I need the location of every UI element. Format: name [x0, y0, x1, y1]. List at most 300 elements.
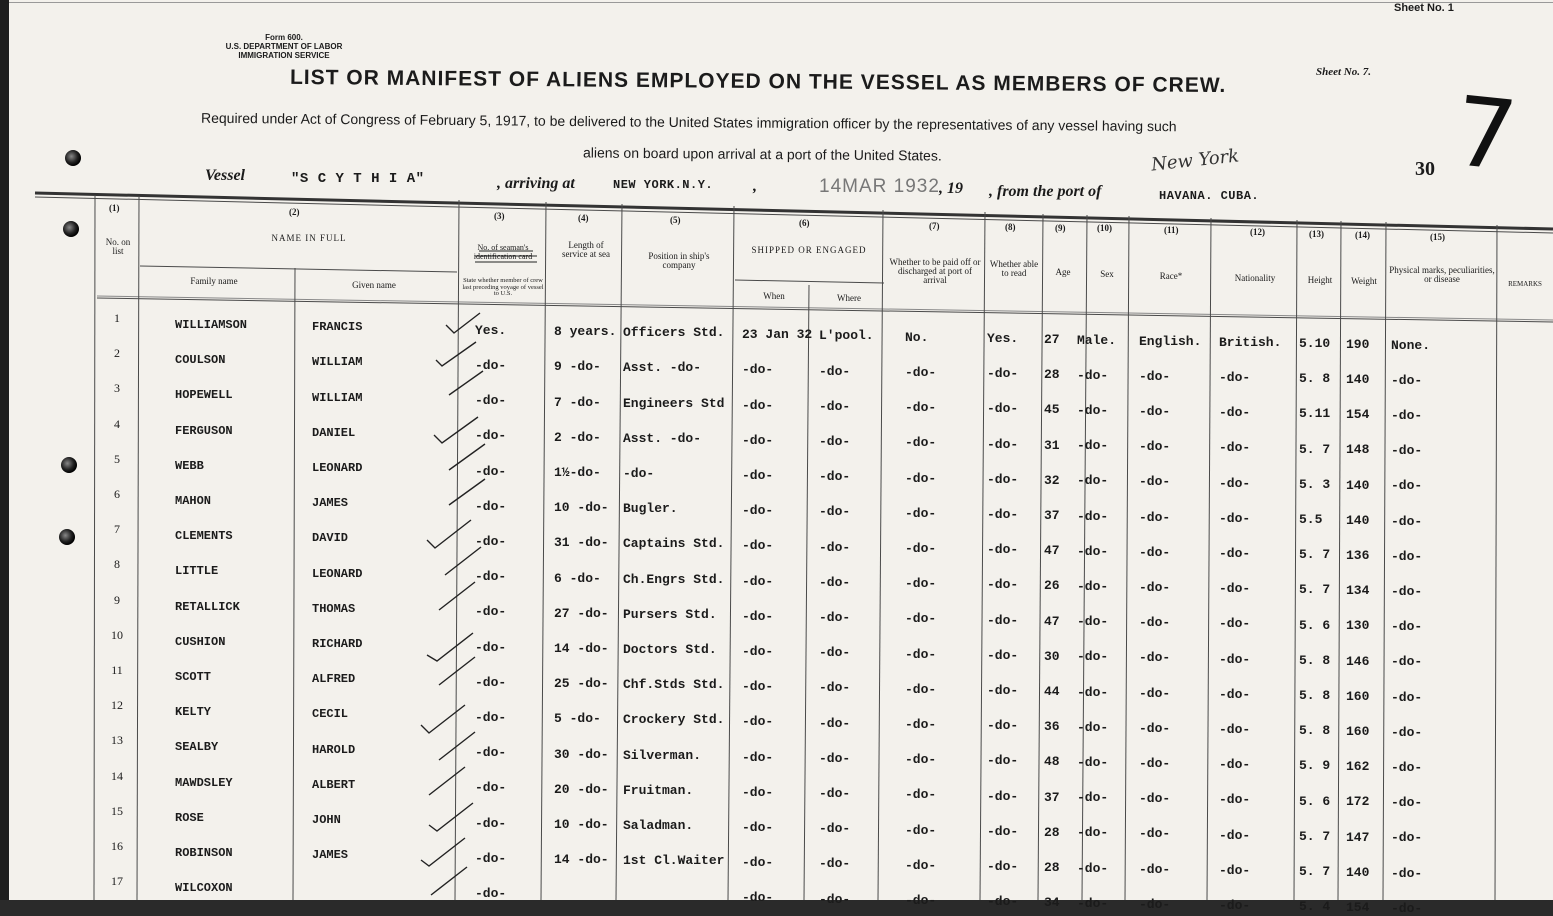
header-when: When: [763, 291, 785, 301]
given-name-cell: FRANCIS: [312, 320, 363, 335]
height-cell: 5. 7: [1299, 441, 1331, 457]
position-cell: Ch.Engrs Std.: [623, 571, 725, 587]
able-to-read-cell: -do-: [987, 823, 1019, 839]
shipped-when-cell: -do-: [742, 890, 774, 906]
shipped-where-cell: -do-: [819, 574, 851, 590]
able-to-read-cell: -do-: [987, 859, 1019, 875]
family-name-cell: LITTLE: [175, 564, 219, 579]
row-number: 6: [114, 487, 120, 501]
age-cell: 37: [1044, 789, 1060, 805]
header-position: Position in ship's company: [648, 251, 710, 270]
from-port: HAVANA. CUBA.: [1159, 189, 1260, 203]
position-cell: Silverman.: [623, 747, 702, 763]
previous-voyage-cell: -do-: [475, 674, 507, 690]
sex-cell: -do-: [1077, 825, 1109, 841]
physical-marks-cell: -do-: [1391, 478, 1423, 494]
family-name-cell: HOPEWELL: [175, 388, 233, 403]
given-name-cell: ALBERT: [312, 777, 356, 792]
shipped-where-cell: -do-: [819, 504, 851, 520]
position-cell: Asst. -do-: [623, 360, 702, 376]
paid-off-cell: -do-: [905, 716, 937, 732]
height-cell: 5. 7: [1299, 582, 1331, 598]
nationality-cell: -do-: [1219, 405, 1251, 421]
sex-cell: -do-: [1077, 367, 1109, 383]
family-name-cell: WEBB: [175, 458, 204, 473]
able-to-read-cell: -do-: [987, 647, 1019, 663]
race-cell: -do-: [1139, 650, 1171, 666]
able-to-read-cell: -do-: [987, 612, 1019, 628]
sex-cell: -do-: [1077, 614, 1109, 630]
handwritten-note: New York: [1150, 145, 1241, 176]
race-cell: English.: [1139, 333, 1202, 349]
service-length-cell: 20 -do-: [554, 781, 609, 797]
col-number-2: (2): [289, 207, 300, 217]
family-name-cell: RETALLICK: [175, 599, 240, 614]
family-name-cell: MAWDSLEY: [175, 775, 233, 790]
shipped-when-cell: -do-: [742, 467, 774, 483]
sex-cell: -do-: [1077, 860, 1109, 876]
col-number-12: (12): [1250, 227, 1265, 237]
shipped-when-cell: -do-: [742, 749, 774, 765]
position-cell: Pursers Std.: [623, 606, 717, 622]
paid-off-cell: -do-: [905, 752, 937, 768]
position-cell: Captains Std.: [623, 536, 725, 552]
position-cell: -do-: [623, 466, 655, 482]
col-number-11: (11): [1164, 225, 1179, 235]
able-to-read-cell: -do-: [987, 542, 1019, 558]
physical-marks-cell: -do-: [1391, 724, 1423, 740]
given-name-cell: LEONARD: [312, 461, 363, 476]
shipped-where-cell: -do-: [819, 469, 851, 485]
weight-cell: 162: [1346, 759, 1370, 775]
header-age: Age: [1055, 267, 1071, 277]
shipped-where-cell: -do-: [819, 609, 851, 625]
nationality-cell: -do-: [1219, 510, 1251, 526]
height-cell: 5. 7: [1299, 828, 1331, 844]
sex-cell: Male.: [1077, 332, 1117, 348]
service-length-cell: 6 -do-: [554, 570, 601, 586]
able-to-read-cell: -do-: [987, 894, 1019, 910]
service-length-cell: 14 -do-: [554, 852, 609, 868]
service-length-cell: 2 -do-: [554, 429, 601, 445]
service-length-cell: 31 -do-: [554, 535, 609, 551]
weight-cell: 134: [1346, 583, 1370, 599]
race-cell: -do-: [1139, 474, 1171, 490]
shipped-when-cell: -do-: [742, 538, 774, 554]
family-name-cell: ROSE: [175, 810, 204, 825]
previous-voyage-cell: Yes.: [475, 322, 507, 338]
header-nationality: Nationality: [1234, 273, 1276, 283]
given-name-cell: WILLIAM: [312, 355, 363, 370]
family-name-cell: KELTY: [175, 705, 212, 720]
weight-cell: 154: [1346, 900, 1370, 916]
row-number: 17: [111, 874, 123, 889]
position-cell: Officers Std.: [623, 325, 725, 341]
previous-voyage-cell: -do-: [475, 850, 507, 866]
physical-marks-cell: -do-: [1391, 407, 1423, 423]
family-name-cell: MAHON: [175, 494, 212, 509]
sex-cell: -do-: [1077, 473, 1109, 489]
service-length-cell: 14 -do-: [554, 640, 609, 656]
age-cell: 45: [1044, 402, 1060, 418]
paid-off-cell: -do-: [905, 787, 937, 803]
race-cell: -do-: [1139, 755, 1171, 771]
nationality-cell: -do-: [1219, 475, 1251, 491]
sex-cell: -do-: [1077, 402, 1109, 418]
age-cell: 30: [1044, 648, 1060, 664]
header-race: Race*: [1159, 271, 1183, 281]
col-number-7: (7): [929, 221, 940, 231]
previous-voyage-cell: -do-: [475, 604, 507, 620]
nationality-cell: -do-: [1219, 686, 1251, 702]
position-cell: Engineers Std: [623, 395, 725, 411]
service-length-cell: 27 -do-: [554, 605, 609, 621]
given-name-cell: RICHARD: [312, 637, 363, 652]
header-physical-marks: Physical marks, peculiarities, or disease: [1389, 265, 1495, 284]
physical-marks-cell: -do-: [1391, 513, 1423, 529]
age-cell: 28: [1044, 859, 1060, 875]
header-able-to-read: Whether able to read: [989, 259, 1039, 278]
shipped-when-cell: -do-: [742, 397, 774, 413]
year-suffix: , 19: [939, 180, 963, 197]
header-height: Height: [1307, 275, 1333, 285]
able-to-read-cell: -do-: [987, 683, 1019, 699]
service-length-cell: 5 -do-: [554, 711, 601, 727]
previous-voyage-cell: -do-: [475, 569, 507, 585]
physical-marks-cell: -do-: [1391, 583, 1423, 599]
position-cell: Saladman.: [623, 818, 694, 834]
weight-cell: 140: [1346, 372, 1370, 388]
nationality-cell: -do-: [1219, 651, 1251, 667]
weight-cell: 190: [1346, 336, 1370, 352]
col-number-8: (8): [1005, 222, 1016, 232]
family-name-cell: CLEMENTS: [175, 529, 233, 544]
able-to-read-cell: -do-: [987, 507, 1019, 523]
nationality-cell: -do-: [1219, 440, 1251, 456]
paid-off-cell: -do-: [905, 611, 937, 627]
form-number: Form 600.: [265, 33, 303, 42]
sex-cell: -do-: [1077, 754, 1109, 770]
sex-cell: -do-: [1077, 578, 1109, 594]
header-no-on-list: No. on list: [105, 237, 131, 256]
manifest-title: LIST OR MANIFEST OF ALIENS EMPLOYED ON THE VESSEL AS MEMBERS OF CREW.: [289, 65, 1227, 98]
previous-voyage-cell: -do-: [475, 498, 507, 514]
header-where: Where: [837, 293, 861, 303]
weight-cell: 160: [1346, 688, 1370, 704]
from-port-label: , from the port of: [989, 183, 1102, 200]
weight-cell: 160: [1346, 724, 1370, 740]
header-weight: Weight: [1351, 276, 1377, 286]
shipped-where-cell: -do-: [819, 539, 851, 555]
col-number-4: (4): [578, 213, 589, 223]
height-cell: 5. 4: [1299, 899, 1331, 915]
shipped-when-cell: -do-: [742, 643, 774, 659]
row-number: 13: [111, 733, 123, 748]
header-paid-off: Whether to be paid off or discharged at port of arrival: [889, 257, 981, 285]
height-cell: 5. 8: [1299, 371, 1331, 387]
physical-marks-cell: -do-: [1391, 830, 1423, 846]
physical-marks-cell: -do-: [1391, 900, 1423, 916]
previous-voyage-cell: -do-: [475, 393, 507, 409]
weight-cell: 146: [1346, 653, 1370, 669]
age-cell: 26: [1044, 578, 1060, 594]
position-cell: Crockery Std.: [623, 712, 725, 728]
able-to-read-cell: Yes.: [987, 331, 1019, 347]
height-cell: 5. 6: [1299, 617, 1331, 633]
race-cell: -do-: [1139, 439, 1171, 455]
vessel-name: "S C Y T H I A": [291, 171, 425, 187]
row-number: 5: [114, 451, 120, 466]
row-number: 3: [114, 381, 120, 396]
family-name-cell: FERGUSON: [175, 423, 233, 438]
col-number-14: (14): [1355, 230, 1370, 240]
col-number-5: (5): [670, 215, 681, 225]
shipped-when-cell: -do-: [742, 362, 774, 378]
shipped-when-cell: 23 Jan 32: [742, 327, 813, 343]
paid-off-cell: -do-: [905, 857, 937, 873]
family-name-cell: ROBINSON: [175, 846, 233, 861]
service-length-cell: 10 -do-: [554, 500, 609, 516]
weight-cell: 136: [1346, 548, 1370, 564]
row-number: 7: [114, 522, 120, 537]
race-cell: -do-: [1139, 509, 1171, 525]
height-cell: 5.11: [1299, 406, 1331, 422]
shipped-when-cell: -do-: [742, 608, 774, 624]
vessel-label: Vessel: [205, 167, 245, 184]
paid-off-cell: -do-: [905, 681, 937, 697]
row-number: 15: [111, 803, 123, 818]
age-cell: 44: [1044, 683, 1060, 699]
sex-cell: -do-: [1077, 438, 1109, 454]
position-cell: Bugler.: [623, 501, 678, 517]
header-remarks: REMARKS: [1508, 280, 1542, 288]
shipped-when-cell: -do-: [742, 819, 774, 835]
given-name-cell: JOHN: [312, 813, 341, 828]
age-cell: 47: [1044, 543, 1060, 559]
given-name-cell: CECIL: [312, 707, 349, 722]
sheet-number-right: Sheet No. 7.: [1316, 66, 1371, 78]
shipped-where-cell: -do-: [819, 645, 851, 661]
col-number-13: (13): [1309, 229, 1324, 239]
age-cell: 34: [1044, 895, 1060, 911]
sex-cell: -do-: [1077, 684, 1109, 700]
handwritten-seven: 7: [1449, 75, 1522, 193]
service-length-cell: 25 -do-: [554, 676, 609, 692]
weight-cell: 140: [1346, 864, 1370, 880]
nationality-cell: -do-: [1219, 827, 1251, 843]
given-name-cell: JAMES: [312, 848, 349, 863]
position-cell: Doctors Std.: [623, 642, 717, 658]
manifest-page: [9, 0, 1553, 916]
position-cell: Asst. -do-: [623, 430, 702, 446]
nationality-cell: British.: [1219, 334, 1282, 350]
weight-cell: 140: [1346, 512, 1370, 528]
previous-voyage-cell: -do-: [475, 428, 507, 444]
previous-voyage-cell: -do-: [475, 463, 507, 479]
able-to-read-cell: -do-: [987, 471, 1019, 487]
family-name-cell: WILCOXON: [175, 881, 233, 896]
race-cell: -do-: [1139, 826, 1171, 842]
previous-voyage-cell: -do-: [475, 358, 507, 374]
shipped-when-cell: -do-: [742, 432, 774, 448]
age-cell: 48: [1044, 754, 1060, 770]
physical-marks-cell: -do-: [1391, 759, 1423, 775]
nationality-cell: -do-: [1219, 792, 1251, 808]
requirement-line-1: Required under Act of Congress of February 5, 1917, to be delivered to the United States immigration officer by the representatives of any vessel having such: [200, 109, 1177, 135]
given-name-cell: JAMES: [312, 496, 349, 511]
shipped-where-cell: -do-: [819, 433, 851, 449]
header-name-in-full: NAME IN FULL: [271, 233, 347, 243]
paid-off-cell: -do-: [905, 400, 937, 416]
previous-voyage-cell: -do-: [475, 745, 507, 761]
race-cell: -do-: [1139, 544, 1171, 560]
nationality-cell: -do-: [1219, 862, 1251, 878]
sex-cell: -do-: [1077, 649, 1109, 665]
row-number: 4: [114, 416, 120, 431]
able-to-read-cell: -do-: [987, 366, 1019, 382]
shipped-where-cell: -do-: [819, 715, 851, 731]
shipped-where-cell: L'pool.: [819, 328, 874, 344]
shipped-where-cell: -do-: [819, 398, 851, 414]
header-shipped-engaged: SHIPPED OR ENGAGED: [751, 245, 867, 255]
col-number-3: (3): [494, 211, 505, 221]
paid-off-cell: -do-: [905, 646, 937, 662]
age-cell: 36: [1044, 719, 1060, 735]
given-name-cell: LEONARD: [312, 566, 363, 581]
physical-marks-cell: None.: [1391, 337, 1431, 353]
paid-off-cell: -do-: [905, 822, 937, 838]
department-name: U.S. DEPARTMENT OF LABOR: [225, 42, 343, 51]
weight-cell: 147: [1346, 829, 1370, 845]
shipped-where-cell: -do-: [819, 680, 851, 696]
shipped-where-cell: -do-: [819, 856, 851, 872]
service-length-cell: 7 -do-: [554, 394, 601, 410]
race-cell: -do-: [1139, 579, 1171, 595]
shipped-where-cell: -do-: [819, 363, 851, 379]
shipped-where-cell: -do-: [819, 891, 851, 907]
able-to-read-cell: -do-: [987, 753, 1019, 769]
date-stamp: 14MAR 1932: [819, 176, 940, 197]
service-length-cell: 30 -do-: [554, 746, 609, 762]
row-number: 11: [111, 663, 123, 677]
sex-cell: -do-: [1077, 719, 1109, 735]
shipped-where-cell: -do-: [819, 785, 851, 801]
header-family-name: Family name: [190, 276, 238, 286]
height-cell: 5.5: [1299, 512, 1323, 528]
nationality-cell: -do-: [1219, 581, 1251, 597]
header-col3: State whether member of crew last preceding voyage of vessel to U.S.: [462, 277, 544, 297]
row-number: 14: [111, 768, 123, 783]
height-cell: 5. 8: [1299, 652, 1331, 668]
physical-marks-cell: -do-: [1391, 548, 1423, 564]
able-to-read-cell: -do-: [987, 401, 1019, 417]
physical-marks-cell: -do-: [1391, 865, 1423, 881]
service-length-cell: 8 years.: [554, 324, 617, 340]
shipped-when-cell: -do-: [742, 714, 774, 730]
shipped-where-cell: -do-: [819, 750, 851, 766]
shipped-where-cell: -do-: [819, 821, 851, 837]
age-cell: 31: [1044, 437, 1060, 453]
paid-off-cell: -do-: [905, 540, 937, 556]
paid-off-cell: -do-: [905, 576, 937, 592]
height-cell: 5.10: [1299, 336, 1331, 352]
age-cell: 47: [1044, 613, 1060, 629]
service-length-cell: 10 -do-: [554, 816, 609, 832]
race-cell: -do-: [1139, 861, 1171, 877]
height-cell: 5. 7: [1299, 547, 1331, 563]
height-cell: 5. 8: [1299, 723, 1331, 739]
arriving-port: NEW YORK.N.Y.: [613, 178, 714, 192]
sex-cell: -do-: [1077, 508, 1109, 524]
separator-comma: ,: [753, 178, 757, 195]
age-cell: 28: [1044, 824, 1060, 840]
able-to-read-cell: -do-: [987, 718, 1019, 734]
weight-cell: 130: [1346, 618, 1370, 634]
race-cell: -do-: [1139, 403, 1171, 419]
family-name-cell: CUSHION: [175, 634, 226, 649]
service-length-cell: 1½-do-: [554, 464, 601, 480]
weight-cell: 172: [1346, 794, 1370, 810]
col-number-9: (9): [1055, 223, 1066, 233]
row-number: 2: [114, 346, 120, 361]
paid-off-cell: -do-: [905, 505, 937, 521]
paid-off-cell: -do-: [905, 364, 937, 380]
able-to-read-cell: -do-: [987, 436, 1019, 452]
shipped-when-cell: -do-: [742, 855, 774, 871]
position-cell: Chf.Stds Std.: [623, 677, 725, 693]
row-number: 8: [114, 557, 120, 572]
weight-cell: 154: [1346, 407, 1370, 423]
paid-off-cell: -do-: [905, 470, 937, 486]
race-cell: -do-: [1139, 791, 1171, 807]
physical-marks-cell: -do-: [1391, 654, 1423, 670]
age-cell: 28: [1044, 367, 1060, 383]
previous-voyage-cell: -do-: [475, 815, 507, 831]
nationality-cell: -do-: [1219, 545, 1251, 561]
able-to-read-cell: -do-: [987, 788, 1019, 804]
paid-off-cell: No.: [905, 329, 929, 345]
nationality-cell: -do-: [1219, 369, 1251, 385]
row-number: 16: [111, 839, 123, 853]
given-name-cell: THOMAS: [312, 601, 356, 616]
previous-voyage-cell: -do-: [475, 710, 507, 726]
height-cell: 5. 8: [1299, 688, 1331, 704]
physical-marks-cell: -do-: [1391, 795, 1423, 811]
sex-cell: -do-: [1077, 790, 1109, 806]
height-cell: 5. 9: [1299, 758, 1331, 774]
row-number: 10: [111, 627, 123, 642]
previous-voyage-cell: -do-: [475, 780, 507, 796]
header-sex: Sex: [1100, 269, 1114, 279]
family-name-cell: SEALBY: [175, 740, 219, 755]
nationality-cell: -do-: [1219, 721, 1251, 737]
col-number-6: (6): [799, 218, 810, 228]
col-number-10: (10): [1097, 223, 1112, 233]
header-given-name: Given name: [352, 280, 396, 290]
paid-off-cell: -do-: [905, 435, 937, 451]
shipped-when-cell: -do-: [742, 503, 774, 519]
position-cell: 1st Cl.Waiter: [623, 853, 725, 869]
race-cell: -do-: [1139, 368, 1171, 384]
col-number-15: (15): [1430, 232, 1445, 242]
previous-voyage-cell: -do-: [475, 886, 507, 902]
nationality-cell: -do-: [1219, 616, 1251, 632]
previous-voyage-cell: -do-: [475, 639, 507, 655]
race-cell: -do-: [1139, 685, 1171, 701]
header-length-of-service: Length of service at sea: [562, 240, 610, 259]
sheet-number-top: Sheet No. 1: [1394, 2, 1454, 14]
family-name-cell: WILLIAMSON: [175, 318, 248, 333]
